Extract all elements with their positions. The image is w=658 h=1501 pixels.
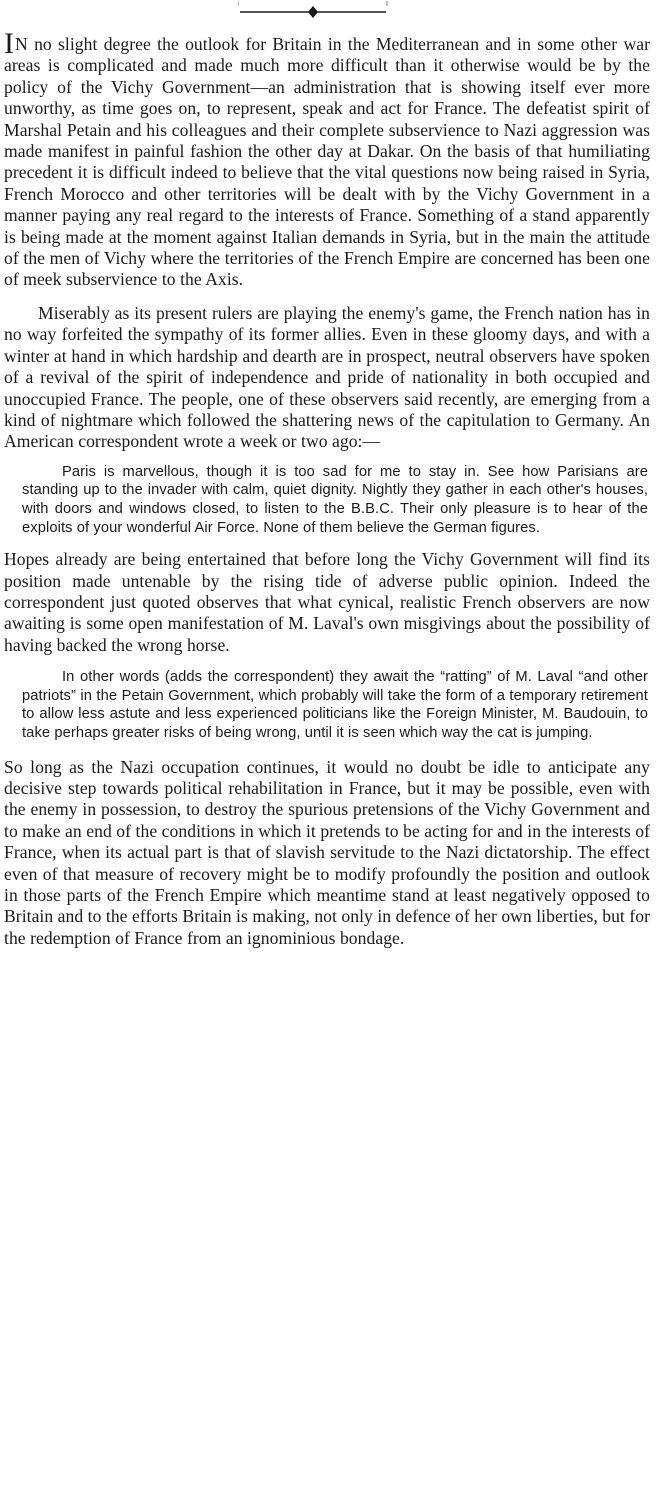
section-divider-ornament bbox=[238, 0, 388, 20]
article-paragraph-hopes: Hopes already are being entertained that before long the Vichy Government will find its position made untenable by the rising tide of adverse public opinion. Indeed the correspondent just quoted observes that what cynical, realistic French observers are now awaiting is some open manifestation of M. Laval's own misgivings about the possibility of having backed the wrong horse. bbox=[4, 549, 650, 655]
drop-cap: I bbox=[4, 27, 15, 60]
article-paragraph-sympathy: Miserably as its present rulers are playing the enemy's game, the French nation has in no way forfeited the sympathy of its former allies. Even in these gloomy days, and with a winter at hand in which hardship and dearth are in prospect, neutral observers have spoken of a revival of the spirit of independence and pride of nationality in both occupied and unoccupied France. The people, one of these observers said recently, are emerging from a kind of nightmare which followed the shattering news of the capitulation to Germany. An American correspondent wrote a week or two ago:— bbox=[4, 302, 650, 452]
ornament-rule-icon bbox=[238, 0, 388, 20]
paragraph-text: N no slight degree the outlook for Britain in the Mediterranean and in some other war areas is complicated and made much more difficult than it otherwise would be by the policy of the Vichy Government—an administration that is showing itself ever more unworthy, as time goes on, to represent, speak and act for France. The defeatist spirit of Marshal Petain and his colleagues and their complete subservience to Nazi aggression was made manifest in painful fashion the other day at Dakar. On the basis of that humiliating precedent it is difficult indeed to believe that the vital questions now being raised in Syria, French Morocco and other territories will be dealt with by the Vichy Government in a manner paying any real regard to the interests of France. Something of a stand apparently is being made at the moment against Italian demands in Syria, but in the main the attitude of the men of Vichy where the territories of the French Empire are concerned has been one of meek subservience to the Axis. bbox=[4, 34, 650, 290]
quoted-letter-paris: Paris is marvellous, though it is too sad for me to stay in. See how Parisians are standing up to the invader with calm, quiet dignity. Nightly they gather in each other's houses, with doors and windows closed, to listen to the B.B.C. Their only pleasure is to hear of the exploits of your wonderful Air Force. None of them believe the German figures. bbox=[22, 463, 648, 536]
quoted-letter-laval: In other words (adds the correspondent) they await the “ratting” of M. Laval “and other patriots” in the Petain Government, which probably will take the form of a temporary retirement to allow less astute and less experienced politicians like the Foreign Minister, M. Baudouin, to take perhaps greater risks of being wrong, until it is seen which way the cat is jumping. bbox=[22, 669, 648, 741]
article-paragraph-intro bbox=[4, 27, 650, 291]
article-paragraph-conclusion: So long as the Nazi occupation continues, it would no doubt be idle to anticipate any decisive step towards political rehabilitation in France, but it may be possible, even with the enemy in possession, to destroy the spurious pretensions of the Vichy Government and to make an end of the conditions in which it pretends to be acting for and in the interests of France, when its actual part is that of slavish servitude to the Nazi dictatorship. The effect even of that measure of recovery might be to modify profoundly the position and outlook in those parts of the French Empire which meantime stand at least negatively opposed to Britain and to the efforts Britain is making, not only in defence of her own liberties, but for the redemption of France from an ignominious bondage. bbox=[4, 756, 650, 948]
